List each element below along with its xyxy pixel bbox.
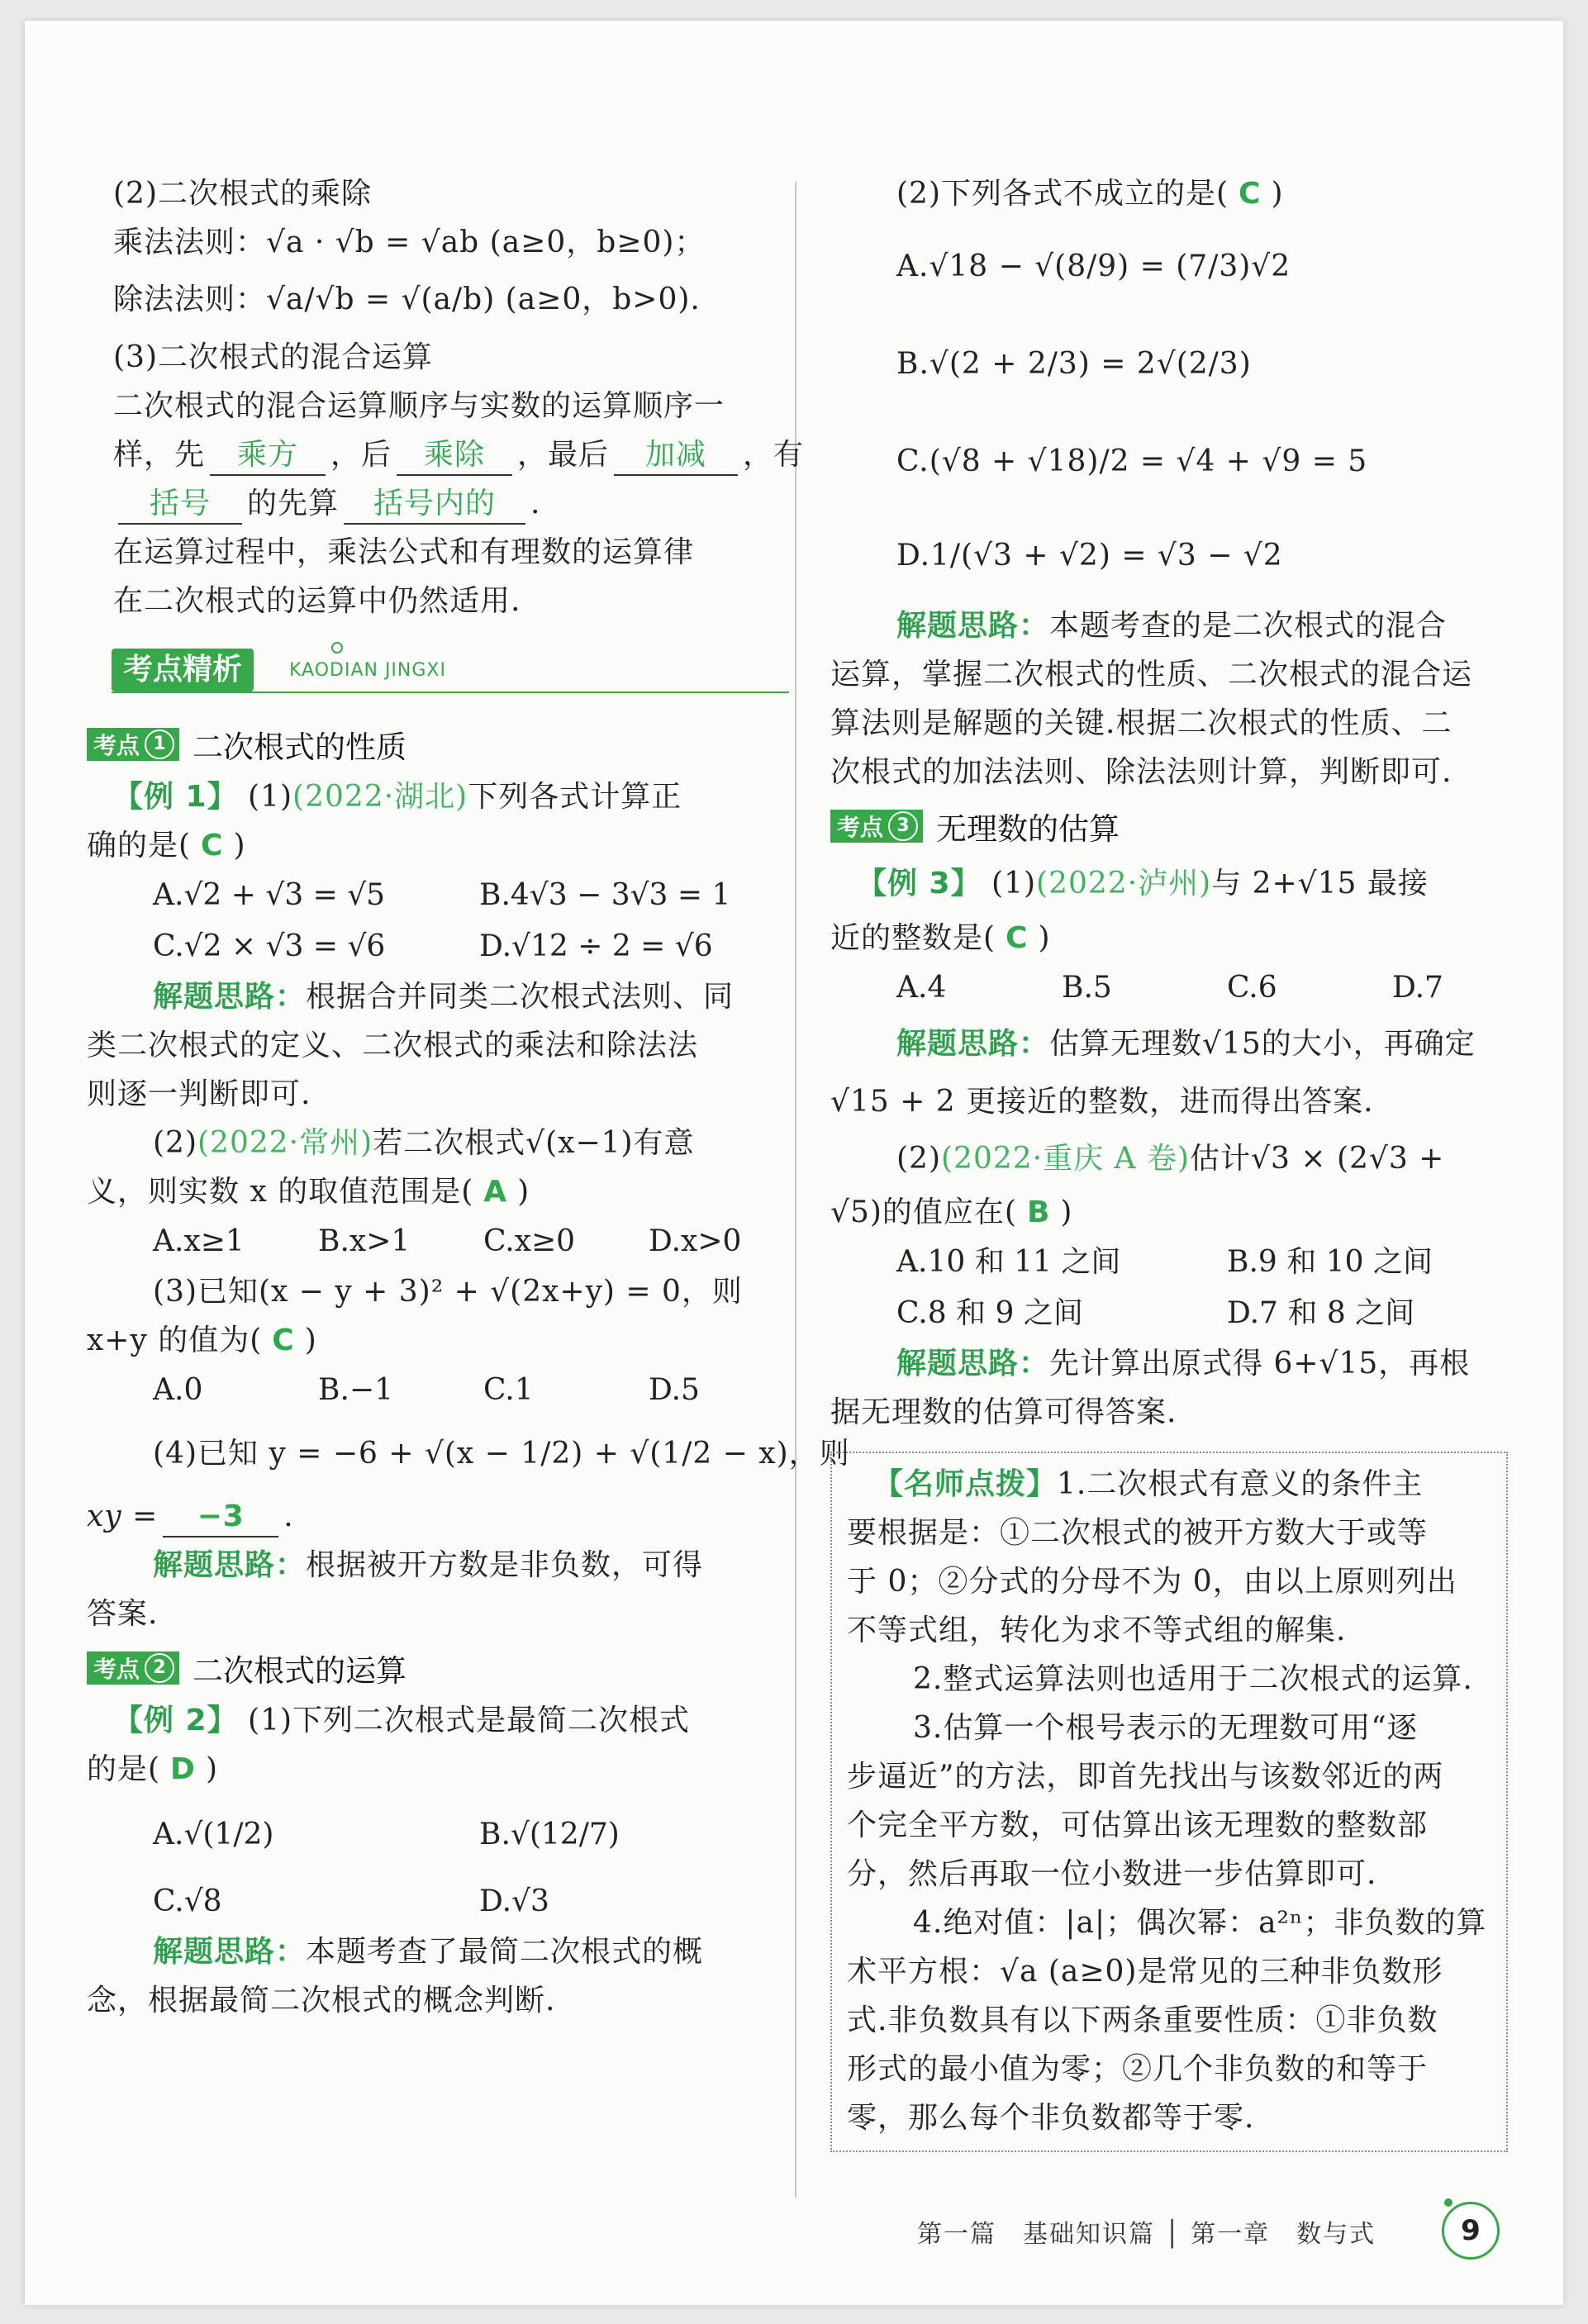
option: D.x>0 <box>649 1224 742 1258</box>
text: ) <box>205 1752 218 1786</box>
question-line <box>87 772 789 821</box>
question-line <box>830 1188 1508 1237</box>
page <box>25 21 1563 2305</box>
text: √5)的值应在( <box>830 1195 1017 1229</box>
question-line: (4)已知 y = −6 + √(x − 1/2) + √(1/2 − x)，则 <box>153 1437 850 1471</box>
option: B.√(2 + 2/3) = 2√(2/3) <box>896 347 1252 381</box>
fill-line <box>87 479 789 528</box>
topic-number: 3 <box>888 811 918 841</box>
text: 1.二次根式有意义的条件主 <box>1057 1467 1424 1501</box>
hint-line: 答案. <box>87 1597 159 1631</box>
option: A.√2 + √3 = √5 <box>153 878 386 912</box>
option: A.0 <box>153 1373 203 1407</box>
option: C.x≥0 <box>483 1224 576 1258</box>
badge-label: 考点 <box>837 814 884 841</box>
hint-line: 算法则是解题的关键.根据二次根式的性质、二 <box>830 706 1452 740</box>
answer: C <box>201 829 224 863</box>
hint-line: 类二次根式的定义、二次根式的乘法和除法法 <box>87 1029 699 1062</box>
example-tag: 【例 3】 <box>857 867 982 901</box>
text-line: 二次根式的混合运算顺序与实数的运算顺序一 <box>113 389 725 423</box>
option: A.10 和 11 之间 <box>896 1245 1121 1279</box>
page-number: 9 <box>1442 2202 1500 2260</box>
topic-number: 2 <box>145 1653 174 1683</box>
text: (1) <box>248 780 293 814</box>
hint-label: 解题思路： <box>896 1346 1050 1381</box>
tip-line: 形式的最小值为零；②几个非负数的和等于 <box>847 2052 1429 2086</box>
answer: C <box>1239 177 1262 211</box>
option-row <box>87 1794 789 1876</box>
text: 的先算 <box>247 487 340 520</box>
answer: D <box>170 1752 196 1786</box>
hint-line <box>87 1541 789 1590</box>
hint-label: 解题思路： <box>153 1547 307 1582</box>
tip-line: 要根据是：①二次根式的被开方数大于或等 <box>847 1516 1429 1550</box>
banner-title: 考点精析 <box>112 649 254 691</box>
text-line: (3)二次根式的混合运算 <box>113 340 433 374</box>
text: ) <box>233 829 246 863</box>
hint-line: √15 + 2 更接近的整数，进而得出答案. <box>830 1085 1374 1119</box>
text: 本题考查的是二次根式的混合 <box>1049 609 1448 643</box>
tip-line: 不等式组，转化为求不等式组的解集. <box>847 1613 1347 1647</box>
question-line <box>87 1492 789 1541</box>
topic-badge <box>87 1652 179 1685</box>
answer-blank: −3 <box>163 1498 278 1537</box>
answer: C <box>1006 921 1029 955</box>
hint-label: 解题思路： <box>153 1934 307 1969</box>
tip-line: 3.估算一个根号表示的无理数可用“逐 <box>913 1711 1418 1745</box>
text: ，最后 <box>517 438 610 472</box>
topic-badge <box>87 728 179 761</box>
option: C.8 和 9 之间 <box>896 1296 1083 1330</box>
option-row <box>830 962 1508 1014</box>
text-line: (2)二次根式的乘除 <box>113 177 372 211</box>
text: 若二次根式√(x−1)有意 <box>373 1126 695 1160</box>
option: D.5 <box>649 1373 700 1407</box>
question-line <box>87 821 789 870</box>
page-footer <box>851 2202 1512 2260</box>
text: . <box>530 487 541 520</box>
tip-line: 个完全平方数，可估算出该无理数的整数部 <box>847 1808 1429 1842</box>
example-tag: 【例 2】 <box>113 1704 238 1737</box>
tip-line <box>847 1460 1491 1509</box>
hint-line: 则逐一判断即可. <box>87 1077 311 1111</box>
text-line: 在运算过程中，乘法公式和有理数的运算律 <box>113 535 695 569</box>
hint-line <box>87 972 789 1021</box>
option: B.x>1 <box>318 1224 411 1258</box>
text: 义，则实数 x 的取值范围是( <box>87 1175 474 1209</box>
question-line <box>830 169 1508 218</box>
text: ) <box>1060 1195 1073 1229</box>
answer-blank: 加减 <box>614 436 738 476</box>
source-tag: (2022·泸州) <box>1036 867 1212 901</box>
right-column <box>830 169 1508 2152</box>
answer: C <box>272 1324 295 1357</box>
text: 近的整数是( <box>830 921 996 955</box>
hint-line <box>830 1014 1508 1074</box>
option: D.7 和 8 之间 <box>1227 1296 1415 1330</box>
option: D.1/(√3 + √2) = √3 − √2 <box>896 539 1283 573</box>
option: D.√3 <box>479 1884 549 1918</box>
column-divider <box>795 182 796 2198</box>
question-line <box>87 1745 789 1794</box>
text: (1) <box>991 867 1037 901</box>
question-line <box>87 1167 789 1216</box>
answer: A <box>483 1175 508 1209</box>
text: 本题考查了最简二次根式的概 <box>306 1935 704 1969</box>
tip-line: 2.整式运算法则也适用于二次根式的运算. <box>913 1662 1473 1696</box>
option: C.(√8 + √18)/2 = √4 + √9 = 5 <box>896 444 1368 478</box>
text: xy = <box>87 1499 159 1533</box>
banner-dot <box>331 642 343 653</box>
option-row <box>87 1365 789 1416</box>
option: B.4√3 − 3√3 = 1 <box>479 878 731 912</box>
hint-label: 解题思路： <box>896 608 1050 643</box>
badge-label: 考点 <box>93 732 140 759</box>
text: 确的是( <box>87 829 192 863</box>
question-line: (3)已知(x − y + 3)² + √(2x+y) = 0，则 <box>153 1275 743 1309</box>
badge-label: 考点 <box>93 1656 140 1683</box>
topic-title: 无理数的估算 <box>936 811 1120 847</box>
topic-heading <box>87 720 789 769</box>
hint-label: 解题思路： <box>896 1026 1050 1061</box>
topic-heading <box>830 801 1508 851</box>
option: B.5 <box>1062 971 1112 1005</box>
text: (2)下列各式不成立的是( <box>896 177 1229 211</box>
hint-line <box>87 1927 789 1976</box>
text: ) <box>1038 921 1051 955</box>
question-line <box>87 1696 789 1745</box>
text-line: 在二次根式的运算中仍然适用. <box>113 584 521 618</box>
text: (2) <box>896 1142 941 1176</box>
text: 估算无理数√15的大小，再确定 <box>1049 1027 1476 1061</box>
text: ) <box>304 1324 317 1357</box>
option: C.1 <box>483 1373 534 1407</box>
text: 样，先 <box>113 438 206 472</box>
hint-line: 运算，掌握二次根式的性质、二次根式的混合运 <box>830 658 1473 691</box>
question-line <box>830 854 1508 914</box>
topic-title: 二次根式的运算 <box>193 1653 407 1689</box>
text: (2) <box>153 1126 197 1160</box>
option: B.−1 <box>318 1373 393 1407</box>
text: 先计算出原式得 6+√15，再根 <box>1049 1347 1471 1381</box>
option-row <box>87 1216 789 1267</box>
answer-blank: 括号内的 <box>344 485 525 525</box>
topic-number: 1 <box>145 730 174 759</box>
topic-title: 二次根式的性质 <box>193 730 407 765</box>
text-line: 除法法则：√a/√b = √(a/b) (a≥0，b>0). <box>113 283 701 316</box>
topic-heading <box>87 1643 789 1693</box>
option: B.√(12/7) <box>479 1818 620 1851</box>
page-number-dot <box>1444 2198 1452 2207</box>
text: 下列各式计算正 <box>468 780 682 814</box>
hint-line <box>830 1339 1508 1388</box>
text: (1)下列二次根式是最简二次根式 <box>248 1704 691 1737</box>
text: 估计√3 × (2√3 + <box>1190 1142 1445 1176</box>
answer-blank: 乘方 <box>210 436 326 476</box>
answer: B <box>1026 1195 1051 1229</box>
fill-line <box>87 430 805 479</box>
text-line: 乘法法则：√a · √b = √ab (a≥0，b≥0)； <box>113 226 706 259</box>
option: B.9 和 10 之间 <box>1227 1245 1433 1279</box>
teacher-tip-box <box>830 1452 1508 2152</box>
text: ) <box>1271 177 1284 211</box>
hint-line: 次根式的加法法则、除法法则计算，判断即可. <box>830 755 1452 789</box>
text: 的是( <box>87 1752 161 1786</box>
option: D.7 <box>1392 971 1443 1005</box>
example-tag: 【例 1】 <box>113 780 238 814</box>
question-line <box>87 1316 789 1365</box>
option-row <box>87 870 789 921</box>
option: A.4 <box>896 971 947 1005</box>
tip-line: 分，然后再取一位小数进一步估算即可. <box>847 1857 1377 1891</box>
question-line <box>830 1130 1508 1188</box>
source-tag: (2022·重庆 A 卷) <box>941 1142 1191 1176</box>
text: ，有 <box>743 438 805 472</box>
option: D.√12 ÷ 2 = √6 <box>479 929 713 963</box>
tip-line: 式.非负数具有以下两条重要性质：①非负数 <box>847 2003 1438 2037</box>
hint-line: 据无理数的估算可得答案. <box>830 1395 1177 1429</box>
question-line <box>87 1119 789 1167</box>
text: ) <box>517 1175 530 1209</box>
source-tag: (2022·常州) <box>197 1126 373 1160</box>
tip-line: 术平方根：√a (a≥0)是常见的三种非负数形 <box>847 1955 1443 1989</box>
option: C.6 <box>1227 971 1277 1005</box>
option-row <box>830 1237 1508 1288</box>
tip-line: 4.绝对值：|a|；偶次幂：a²ⁿ；非负数的算 <box>913 1906 1487 1940</box>
option-row <box>830 1288 1508 1339</box>
text: 根据被开方数是非负数，可得 <box>306 1548 704 1582</box>
source-tag: (2022·湖北) <box>292 780 468 814</box>
option: A.√(1/2) <box>153 1818 274 1851</box>
text: 与 2+√15 最接 <box>1211 867 1429 901</box>
tip-title: 【名师点拨】 <box>873 1467 1058 1501</box>
option: A.x≥1 <box>153 1224 245 1258</box>
hint-line <box>830 601 1508 650</box>
banner-subtitle: KAODIAN JINGXI <box>289 660 446 681</box>
answer-blank: 括号 <box>118 485 242 525</box>
option: C.√2 × √3 = √6 <box>153 929 386 963</box>
topic-badge <box>830 810 923 843</box>
answer-blank: 乘除 <box>397 436 512 476</box>
hint-label: 解题思路： <box>153 979 307 1014</box>
option-row <box>87 1876 789 1927</box>
text: x+y 的值为( <box>87 1324 263 1357</box>
tip-line: 步逼近”的方法，即首先找出与该数邻近的两 <box>847 1760 1444 1794</box>
hint-line: 念，根据最简二次根式的概念判断. <box>87 1984 556 2017</box>
tip-line: 于 0；②分式的分母不为 0，由以上原则列出 <box>847 1565 1457 1599</box>
option-row <box>87 921 789 972</box>
option: C.√8 <box>153 1884 222 1918</box>
left-column <box>87 169 850 2025</box>
text: . <box>283 1499 294 1533</box>
option: A.√18 − √(8/9) = (7/3)√2 <box>896 250 1291 283</box>
tip-line: 零，那么每个非负数都等于零. <box>847 2101 1255 2135</box>
text: ，后 <box>330 438 392 472</box>
question-line <box>830 914 1508 962</box>
section-banner <box>87 642 789 701</box>
text: 根据合并同类二次根式法则、同 <box>306 980 735 1014</box>
banner-rule <box>112 691 789 693</box>
footer-text: 第一篇 基础知识篇 │ 第一章 数与式 <box>917 2220 1376 2249</box>
